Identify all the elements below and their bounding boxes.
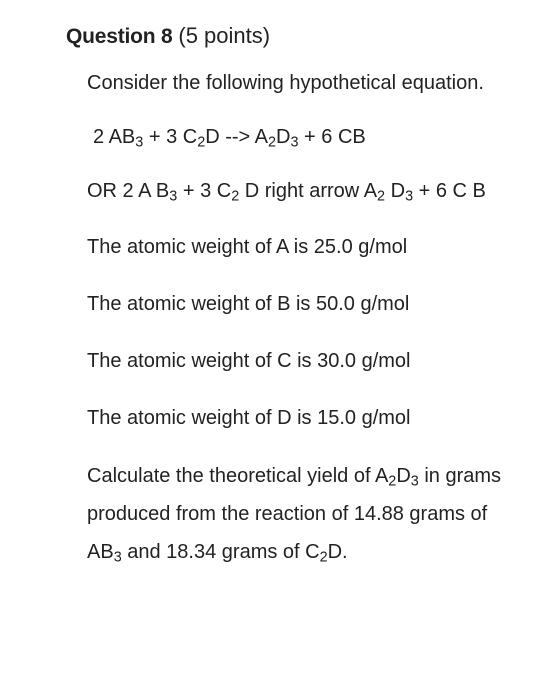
- question-points: (5 points): [178, 23, 271, 48]
- intro-text: Consider the following hypothetical equation.: [87, 72, 484, 94]
- question-header: [66, 20, 270, 53]
- atomic-weight-c: The atomic weight of C is 30.0 g/mol: [87, 350, 411, 372]
- question-body: [87, 64, 507, 571]
- atomic-weight-b: The atomic weight of B is 50.0 g/mol: [87, 293, 410, 315]
- calculation-prompt: Calculate the theoretical yield of $A_2D_3$ in grams produced from the reaction of 14.88 grams of $AB_3$ and 18.34 grams of $C_2D$.: [87, 465, 502, 566]
- atomic-weight-a: The atomic weight of A is 25.0 g/mol: [87, 236, 408, 258]
- equation-alt-text: OR 2 A $B_3 + 3$ $C_2$ D right arrow $A_2$ $D_3 + 6$ C B: [87, 180, 486, 205]
- question-label: Question 8: [66, 25, 173, 48]
- equation: 2 $AB_3 + 3$ $C_2D$ --> $A_2D_3 + 6$ CB: [93, 126, 366, 151]
- atomic-weight-d: The atomic weight of D is 15.0 g/mol: [87, 407, 411, 429]
